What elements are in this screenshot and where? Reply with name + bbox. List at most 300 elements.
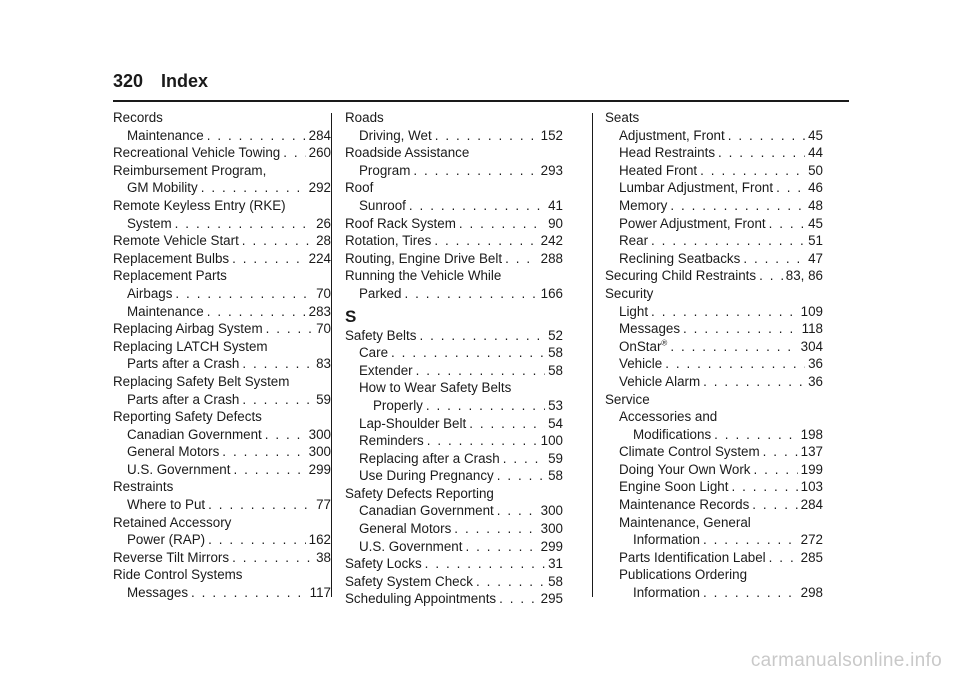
index-subentry <box>113 427 331 445</box>
entry-text <box>113 567 243 582</box>
dot-leader <box>191 585 307 600</box>
index-entry <box>113 550 331 568</box>
index-subentry <box>345 521 563 539</box>
dot-leader <box>242 392 313 407</box>
index-subentry <box>345 286 563 304</box>
page-reference: 166 <box>540 285 563 301</box>
page-reference: 70 <box>316 321 331 337</box>
entry-label: Messages <box>127 585 189 601</box>
dot-leader <box>752 497 797 512</box>
dot-leader <box>499 591 538 606</box>
entry-label: Replacing LATCH System <box>113 338 268 354</box>
index-entry <box>605 286 823 304</box>
dot-leader <box>718 145 805 160</box>
entry-label: Information <box>633 585 700 601</box>
index-subentry <box>605 462 823 480</box>
dot-leader <box>419 328 545 343</box>
dot-leader <box>175 286 313 301</box>
entry-text <box>127 392 239 407</box>
dot-leader <box>175 216 313 231</box>
entry-text <box>127 444 219 459</box>
entry-label: Canadian Government <box>359 503 494 519</box>
entry-text <box>619 321 680 336</box>
entry-text <box>345 251 502 266</box>
page-reference: 47 <box>808 250 823 266</box>
entry-text <box>113 515 231 530</box>
entry-text <box>113 479 173 494</box>
index-subentry <box>605 163 823 181</box>
entry-text <box>345 180 373 195</box>
entry-label: Program <box>359 162 411 178</box>
entry-text <box>127 128 204 143</box>
entry-text <box>619 233 648 248</box>
dot-leader <box>232 550 313 565</box>
index-subentry <box>605 567 823 585</box>
index-subentry <box>113 356 331 374</box>
entry-label: Modifications <box>633 426 712 442</box>
dot-leader <box>201 180 306 195</box>
entry-text <box>359 128 432 143</box>
page-reference: 295 <box>540 591 563 607</box>
dot-leader <box>435 128 538 143</box>
entry-label: Engine Soon Light <box>619 479 729 495</box>
index-column-2 <box>345 110 563 609</box>
entry-text <box>359 503 494 518</box>
entry-label: Reverse Tilt Mirrors <box>113 549 230 565</box>
entry-label: Roads <box>345 110 384 125</box>
entry-label: Accessories and <box>619 409 718 425</box>
index-entry <box>113 145 331 163</box>
page-title: Index <box>161 71 209 91</box>
index-entry <box>113 268 331 286</box>
entry-label: Reimbursement Program, <box>113 162 267 178</box>
entry-text <box>113 198 286 213</box>
dot-leader <box>703 532 798 547</box>
page-reference: 199 <box>800 461 823 477</box>
index-entry <box>113 233 331 251</box>
index-entry <box>605 110 823 128</box>
entry-label: Roadside Assistance <box>345 145 470 161</box>
index-entry <box>345 110 563 128</box>
entry-label: Safety System Check <box>345 573 474 589</box>
dot-leader <box>454 521 537 536</box>
entry-label: Parts after a Crash <box>127 356 240 372</box>
dot-leader <box>665 356 805 371</box>
entry-label: Maintenance, General <box>619 514 751 530</box>
dot-leader <box>427 433 538 448</box>
dot-leader <box>703 585 798 600</box>
dot-leader <box>670 339 797 354</box>
entry-text <box>113 321 263 336</box>
page-header <box>113 71 208 92</box>
index-subentry <box>113 128 331 146</box>
page-reference: 288 <box>540 250 563 266</box>
dot-leader <box>425 556 545 571</box>
entry-text <box>345 110 384 125</box>
index-subentry <box>605 497 823 515</box>
dot-leader <box>265 427 306 442</box>
entry-text <box>605 392 650 407</box>
page-reference: 59 <box>548 450 563 466</box>
index-entry <box>605 268 823 286</box>
entry-label: Canadian Government <box>127 426 262 442</box>
entry-label: Security <box>605 285 654 301</box>
dot-leader <box>208 532 306 547</box>
entry-label: Publications Ordering <box>619 567 748 583</box>
watermark: carmanualsonline.info <box>750 650 942 671</box>
page-reference: 304 <box>800 338 823 354</box>
page-reference: 285 <box>800 549 823 565</box>
page-reference: 50 <box>808 162 823 178</box>
entry-text <box>373 398 423 413</box>
index-subentry <box>605 145 823 163</box>
entry-text <box>619 304 648 319</box>
index-entry <box>113 163 331 181</box>
index-subentry <box>113 286 331 304</box>
entry-label: Power (RAP) <box>127 532 206 548</box>
index-column-3 <box>605 110 823 603</box>
dot-leader <box>266 321 313 336</box>
index-subentry <box>345 468 563 486</box>
dot-leader <box>242 356 313 371</box>
page-reference: 299 <box>540 538 563 554</box>
entry-label: Care <box>359 345 389 361</box>
dot-leader <box>404 286 537 301</box>
entry-text <box>345 574 473 589</box>
entry-label: Maintenance Records <box>619 497 750 513</box>
entry-text <box>359 163 410 178</box>
entry-text <box>345 486 494 501</box>
index-subentry <box>113 462 331 480</box>
entry-text <box>113 550 229 565</box>
dot-leader <box>651 233 805 248</box>
page-reference: 117 <box>309 585 331 601</box>
page-reference: 26 <box>316 215 331 231</box>
entry-label: Rear <box>619 233 649 249</box>
header-rule <box>113 100 849 102</box>
page-reference: 298 <box>800 585 823 601</box>
index-entry <box>605 392 823 410</box>
dot-leader <box>283 145 305 160</box>
entry-label: Maintenance <box>127 303 204 319</box>
dot-leader <box>409 198 545 213</box>
dot-leader <box>776 180 805 195</box>
page-reference: 137 <box>800 444 823 460</box>
index-subentry <box>345 539 563 557</box>
dot-leader <box>497 468 545 483</box>
dot-leader <box>683 321 799 336</box>
entry-text <box>345 216 456 231</box>
page-reference: 54 <box>548 415 563 431</box>
page-reference: 53 <box>548 397 563 413</box>
dot-leader <box>426 398 545 413</box>
dot-leader <box>670 198 805 213</box>
page-reference: 103 <box>800 479 823 495</box>
entry-label: U.S. Government <box>127 461 231 477</box>
page-reference: 198 <box>800 426 823 442</box>
entry-text <box>633 585 700 600</box>
dot-leader <box>434 233 537 248</box>
page-reference: 299 <box>308 461 331 477</box>
entry-label: General Motors <box>127 444 220 460</box>
entry-text <box>619 462 751 477</box>
entry-text <box>619 567 747 582</box>
entry-label: Reclining Seatbacks <box>619 250 741 266</box>
entry-text <box>127 180 198 195</box>
entry-text <box>113 163 266 178</box>
index-subentry <box>605 479 823 497</box>
entry-label: Service <box>605 391 650 407</box>
index-entry <box>345 216 563 234</box>
page-reference: 51 <box>808 233 823 249</box>
index-subentry <box>605 409 823 427</box>
index-subentry <box>605 374 823 392</box>
entry-text <box>619 550 766 565</box>
dot-leader <box>232 251 306 266</box>
entry-label: Replacing Airbag System <box>113 321 263 337</box>
entry-text <box>359 451 500 466</box>
page-reference: 41 <box>548 197 563 213</box>
entry-label: Seats <box>605 110 640 125</box>
page-reference: 284 <box>800 497 823 513</box>
index-subentry <box>113 392 331 410</box>
entry-label: Light <box>619 303 649 319</box>
dot-leader <box>505 251 538 266</box>
index-subentry <box>113 304 331 322</box>
column-divider <box>331 113 332 597</box>
index-subentry <box>605 444 823 462</box>
entry-label: Parts Identification Label <box>619 549 766 565</box>
entry-text <box>359 286 401 301</box>
page-reference: 70 <box>316 285 331 301</box>
dot-leader <box>714 427 798 442</box>
index-entry <box>345 328 563 346</box>
entry-text <box>345 268 501 283</box>
entry-label: Restraints <box>113 479 174 495</box>
entry-label: Roof <box>345 180 374 196</box>
dot-leader <box>465 539 537 554</box>
entry-text <box>345 591 496 606</box>
page-reference: 28 <box>316 233 331 249</box>
entry-text <box>345 328 416 343</box>
entry-label: Safety Belts <box>345 327 417 343</box>
entry-label: Vehicle <box>619 356 663 372</box>
dot-leader <box>207 304 306 319</box>
entry-text <box>127 427 262 442</box>
entry-text <box>359 363 413 378</box>
index-entry <box>345 486 563 504</box>
index-entry <box>345 574 563 592</box>
entry-label: Reporting Safety Defects <box>113 409 262 425</box>
entry-label: Driving, Wet <box>359 127 432 143</box>
index-entry <box>345 180 563 198</box>
entry-label: Ride Control Systems <box>113 567 243 583</box>
dot-leader <box>391 345 545 360</box>
dot-leader <box>413 163 537 178</box>
index-subentry <box>345 416 563 434</box>
index-subentry <box>113 585 331 603</box>
index-entry <box>113 479 331 497</box>
entry-label: Safety Locks <box>345 556 422 572</box>
dot-leader <box>769 216 805 231</box>
entry-text <box>113 268 227 283</box>
index-subentry <box>605 356 823 374</box>
entry-label: Safety Defects Reporting <box>345 485 494 501</box>
index-subentry <box>605 515 823 533</box>
entry-text <box>619 251 740 266</box>
entry-label: Climate Control System <box>619 444 760 460</box>
dot-leader <box>759 268 783 283</box>
page-reference: 162 <box>308 532 331 548</box>
entry-label: Messages <box>619 321 681 337</box>
page-number: 320 <box>113 71 144 91</box>
page-reference: 83, 86 <box>785 268 823 284</box>
entry-text <box>359 468 494 483</box>
entry-label: Heated Front <box>619 162 698 178</box>
page-reference: 283 <box>308 303 331 319</box>
page-reference: 272 <box>800 532 823 548</box>
entry-text <box>359 380 511 395</box>
page-reference: 293 <box>540 162 563 178</box>
page-reference: 300 <box>308 426 331 442</box>
index-subentry <box>113 444 331 462</box>
entry-label: Routing, Engine Drive Belt <box>345 250 503 266</box>
entry-text <box>113 339 268 354</box>
dot-leader <box>743 251 805 266</box>
page-reference: 109 <box>800 303 823 319</box>
entry-label: OnStar <box>619 338 662 354</box>
page-reference: 45 <box>808 127 823 143</box>
entry-text <box>127 286 172 301</box>
dot-leader <box>416 363 545 378</box>
entry-text <box>619 163 697 178</box>
entry-label: U.S. Government <box>359 538 463 554</box>
page-reference: 83 <box>316 356 331 372</box>
entry-label: Replacing Safety Belt System <box>113 373 290 389</box>
entry-text <box>345 145 469 160</box>
entry-label: Maintenance <box>127 127 204 143</box>
entry-label: GM Mobility <box>127 180 198 196</box>
index-entry <box>113 515 331 533</box>
page-reference: 58 <box>548 468 563 484</box>
index-subentry <box>605 339 823 357</box>
index-subentry <box>345 433 563 451</box>
index-entry <box>113 339 331 357</box>
index-entry <box>345 556 563 574</box>
entry-label: Lap-Shoulder Belt <box>359 415 467 431</box>
dot-leader <box>728 128 805 143</box>
page-reference: 90 <box>548 215 563 231</box>
index-entry <box>345 145 563 163</box>
index-subentry <box>113 532 331 550</box>
entry-text <box>359 433 424 448</box>
entry-text <box>619 216 766 231</box>
entry-text <box>113 233 239 248</box>
index-entry <box>113 374 331 392</box>
index-subentry <box>605 585 823 603</box>
index-subentry <box>345 380 563 398</box>
entry-label: General Motors <box>359 521 452 537</box>
page-reference: 152 <box>540 127 563 143</box>
dot-leader <box>208 497 313 512</box>
index-entry <box>113 567 331 585</box>
index-subentry <box>345 398 563 416</box>
entry-text <box>619 145 715 160</box>
index-entry <box>113 110 331 128</box>
entry-text <box>359 345 388 360</box>
dot-leader <box>651 304 798 319</box>
index-subentry <box>605 427 823 445</box>
dot-leader <box>476 574 545 589</box>
dot-leader <box>233 462 305 477</box>
entry-text <box>359 539 462 554</box>
page-reference: 58 <box>548 573 563 589</box>
entry-text <box>619 198 667 213</box>
index-subentry <box>605 251 823 269</box>
page-reference: 36 <box>808 373 823 389</box>
entry-text <box>127 356 239 371</box>
index-subentry <box>605 128 823 146</box>
entry-label: Parts after a Crash <box>127 391 240 407</box>
dot-leader <box>242 233 313 248</box>
index-subentry <box>113 497 331 515</box>
page-reference: 59 <box>316 391 331 407</box>
page-reference: 45 <box>808 215 823 231</box>
entry-text <box>619 444 760 459</box>
entry-text <box>359 198 406 213</box>
entry-label: System <box>127 215 172 231</box>
entry-label: Sunroof <box>359 197 406 213</box>
entry-text <box>113 110 163 125</box>
page-reference: 38 <box>316 549 331 565</box>
entry-text <box>359 521 451 536</box>
index-entry <box>113 251 331 269</box>
entry-label: Parked <box>359 285 402 301</box>
index-subentry <box>605 180 823 198</box>
entry-label: Replacement Bulbs <box>113 250 230 266</box>
entry-label: Rotation, Tires <box>345 233 432 249</box>
entry-label: Adjustment, Front <box>619 127 725 143</box>
entry-label: Airbags <box>127 285 173 301</box>
entry-label: Replacing after a Crash <box>359 450 500 466</box>
column-divider <box>592 113 593 597</box>
index-column-1 <box>113 110 331 603</box>
section-letter: S <box>345 306 357 326</box>
index-entry <box>345 268 563 286</box>
page-reference: 44 <box>808 145 823 161</box>
entry-text <box>619 339 667 354</box>
index-subentry <box>605 198 823 216</box>
index-entry <box>113 321 331 339</box>
entry-label: Scheduling Appointments <box>345 591 497 607</box>
entry-label: Where to Put <box>127 497 206 513</box>
page-reference: 300 <box>540 503 563 519</box>
index-subentry <box>605 321 823 339</box>
page-reference: 58 <box>548 362 563 378</box>
index-subentry <box>605 550 823 568</box>
registered-mark: ® <box>661 338 668 348</box>
entry-label: Extender <box>359 362 413 378</box>
index-subentry <box>605 233 823 251</box>
entry-label: Running the Vehicle While <box>345 268 502 284</box>
dot-leader <box>469 416 545 431</box>
entry-label: Securing Child Restraints <box>605 268 757 284</box>
entry-text <box>633 427 711 442</box>
entry-text <box>619 479 728 494</box>
page-reference: 36 <box>808 356 823 372</box>
index-subentry <box>113 180 331 198</box>
entry-label: Lumbar Adjustment, Front <box>619 180 774 196</box>
